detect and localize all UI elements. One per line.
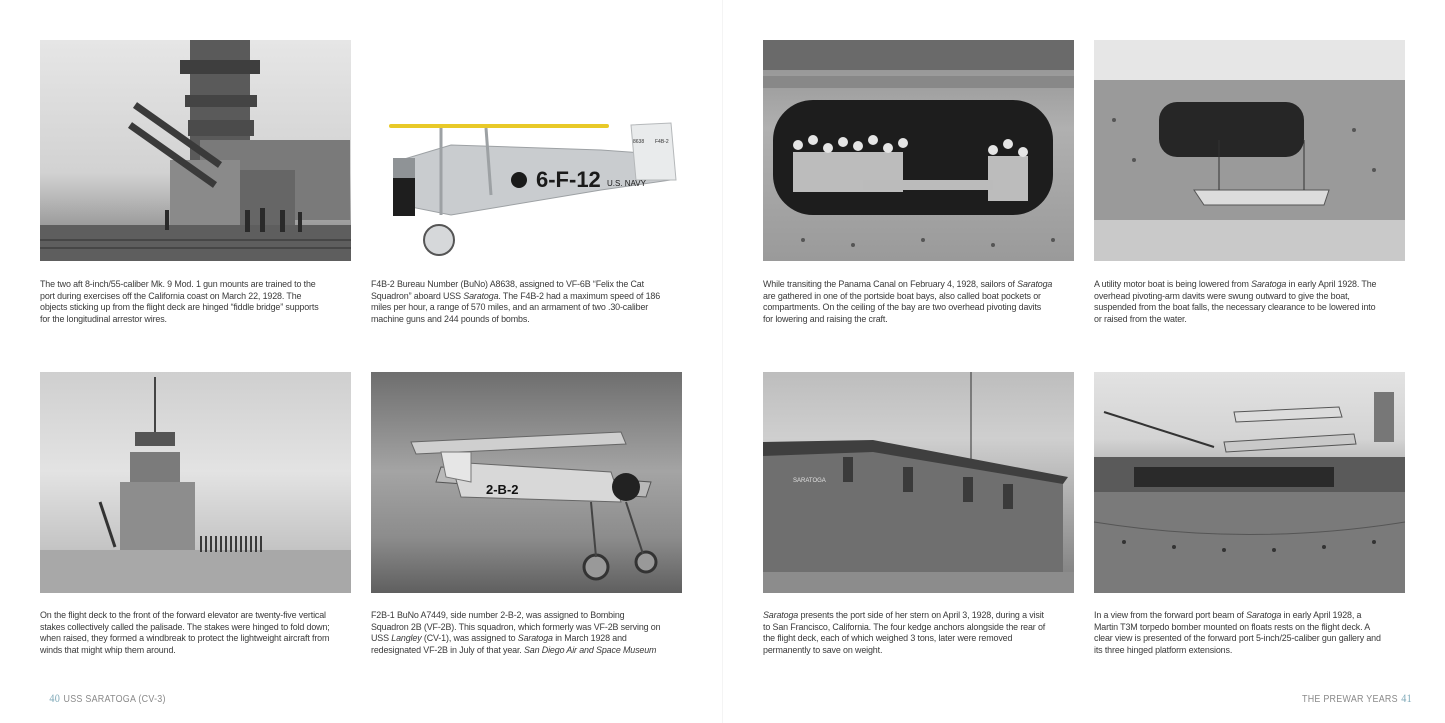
felix-cat-insignia <box>511 172 527 188</box>
hull-name: SARATOGA <box>793 478 826 484</box>
left-folio <box>46 691 166 706</box>
caption-f2b1 <box>371 610 661 656</box>
caption-italic: Saratoga <box>1251 279 1287 290</box>
caption-f4b2 <box>371 279 661 325</box>
caption-text: in March 1928 and redesignated VF-2B in July of that year. <box>371 633 627 656</box>
side-number-marking: 6-F-12 <box>536 167 601 192</box>
photo-motor-boat <box>1094 40 1405 261</box>
page-number: 41 <box>1401 691 1412 705</box>
caption-gun-mounts <box>40 279 330 325</box>
photo-f2b1 <box>371 372 682 593</box>
caption-text: While transiting the Panama Canal on February 4, 1928, sailors of <box>763 279 1018 290</box>
palisade-image <box>40 372 351 593</box>
caption-italic: Saratoga <box>1246 610 1282 621</box>
photo-gun-mounts <box>40 40 351 261</box>
caption-italic: Saratoga <box>763 610 799 621</box>
caption-text: F4B-2 Bureau Number (BuNo) A8638, assigned to VF-6B “Felix the Cat Squadron” aboard USS <box>371 279 644 302</box>
photo-t3m-bomber <box>1094 372 1405 593</box>
side-number-marking: 2-B-2 <box>486 482 519 497</box>
caption-t3m-bomber <box>1094 610 1384 656</box>
motor-boat-image <box>1094 40 1405 261</box>
running-head: USS SARATOGA (CV-3) <box>63 693 166 705</box>
caption-text: The two aft 8-inch/55-caliber Mk. 9 Mod. 1 gun mounts are trained to the port during exercises off the California coast on March 22, 1928. The objects sticking up from the flight deck are hinged “fiddle bridge” supports for the longitudinal arrestor wires. <box>40 279 319 325</box>
caption-italic: Saratoga <box>517 633 553 645</box>
photo-credit: San Diego Air and Space Museum <box>523 644 657 656</box>
illustration-f4b2 <box>371 40 682 261</box>
caption-text: (CV-1), was assigned to <box>421 633 518 645</box>
page-number: 40 <box>49 691 61 705</box>
caption-text: In a view from the forward port beam of <box>1094 610 1247 621</box>
photo-stern <box>763 372 1074 593</box>
caption-text: in early April 1928, a Martin T3M torpedo bomber mounted on floats rests on the flight deck. A clear view is presented of the forward port 5-inch/25-caliber gun gallery and its three hinged platform extensions. <box>1094 610 1381 656</box>
caption-text: On the flight deck to the front of the forward elevator are twenty-five vertical stakes collectively called the palisade. The stakes were hinged to fold down; when raised, they formed a windbreak to protect the lightweight aircraft from winds that might whip them around. <box>40 610 330 656</box>
tail-type-marking: F4B-2 <box>655 139 669 145</box>
caption-palisade <box>40 610 330 656</box>
caption-text: F2B-1 BuNo A7449, side number 2-B-2, was assigned to Bombing Squadron 2B (VF-2B). This squadron, which formerly was VF-2B serving on USS <box>371 610 661 645</box>
f4b2-plane-image <box>371 40 682 261</box>
f2b1-plane-image <box>371 372 682 593</box>
photo-boat-bay-sailors <box>763 40 1074 261</box>
running-head: THE PREWAR YEARS <box>1302 693 1398 705</box>
boat-bay-image <box>763 40 1074 261</box>
spread-gutter <box>722 0 723 723</box>
caption-text: in early April 1928. The overhead pivoting-arm davits were swung outward to give the boat, suspended from the boat falls, the necessary clearance to be lowered into or raised from the water. <box>1094 279 1377 325</box>
gun-mounts-image <box>40 40 351 261</box>
caption-text: A utility motor boat is being lowered from <box>1094 279 1252 290</box>
photo-palisade <box>40 372 351 593</box>
caption-text: are gathered in one of the portside boat bays, also called boat pockets or compartments. On the ceiling of the bay are two overhead pivoting davits for lowering and raising the craft. <box>763 290 1042 325</box>
right-folio <box>1302 691 1415 706</box>
caption-boat-bay-sailors <box>763 279 1053 325</box>
caption-italic: Saratoga <box>463 290 499 302</box>
tail-buno-marking: 8638 <box>633 139 645 145</box>
caption-italic: Saratoga <box>1017 279 1053 290</box>
caption-motor-boat <box>1094 279 1384 325</box>
caption-stern <box>763 610 1053 656</box>
caption-text: . The F4B-2 had a maximum speed of 186 miles per hour, a range of 570 miles, and an armament of two .30-caliber machine guns and 244 pounds of bombs. <box>371 290 661 325</box>
caption-italic: Langley <box>391 633 422 645</box>
caption-text: presents the port side of her stern on April 3, 1928, during a visit to San Francisco, California. The four kedge anchors alongside the rear of the flight deck, each of which weighed 3 tons, later were removed permanently to save on weight. <box>763 610 1046 656</box>
t3m-bomber-image <box>1094 372 1405 593</box>
service-marking: U.S. NAVY <box>607 179 646 188</box>
stern-image <box>763 372 1074 593</box>
